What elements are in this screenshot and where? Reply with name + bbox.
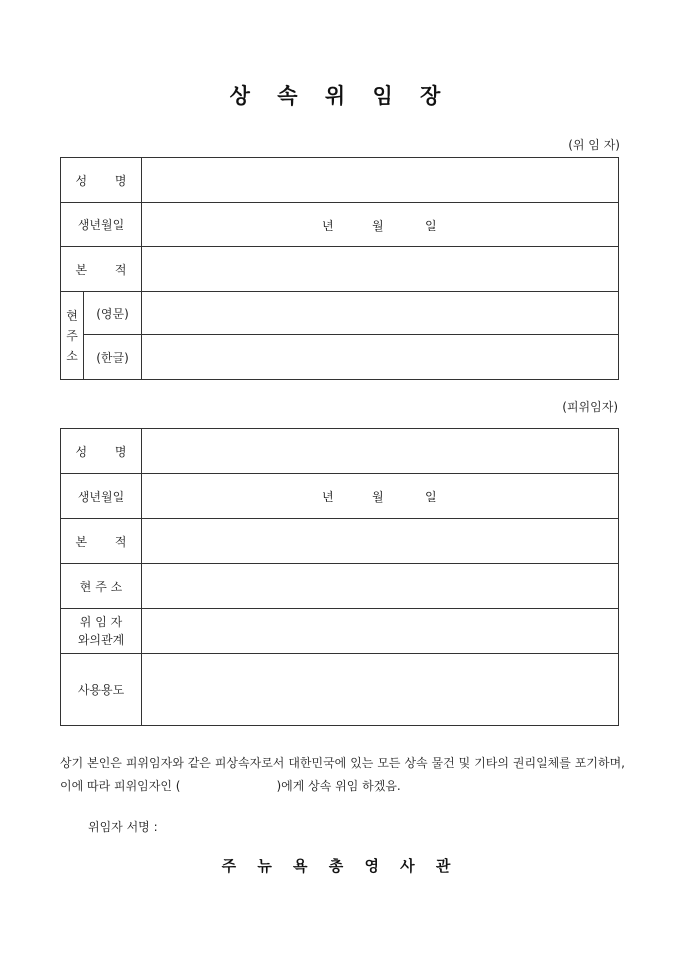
delegator-table xyxy=(60,157,619,380)
delegator-address-label: 현 주 소 xyxy=(61,292,84,380)
delegatee-purpose-field[interactable] xyxy=(142,654,619,726)
delegatee-domicile-label: 본 적 xyxy=(61,519,142,564)
delegatee-address-label: 현 주 소 xyxy=(61,564,142,609)
delegatee-name-label: 성 명 xyxy=(61,429,142,474)
delegator-name-row xyxy=(61,158,619,203)
delegator-address-en-field[interactable] xyxy=(142,292,619,335)
delegatee-relation-row xyxy=(61,609,619,654)
delegator-address-ko-field[interactable] xyxy=(142,335,619,380)
signature-line xyxy=(88,818,341,835)
delegator-birth-day: 일 xyxy=(425,219,437,233)
delegatee-relation-label: 위 임 자 와의관계 xyxy=(61,609,142,654)
delegator-name-field[interactable] xyxy=(142,158,619,203)
delegatee-domicile-field[interactable] xyxy=(142,519,619,564)
delegator-heading: (위 임 자) xyxy=(568,138,620,152)
delegatee-purpose-row xyxy=(61,654,619,726)
delegator-address-ko-label: (한글) xyxy=(84,335,142,380)
delegatee-birth-day: 일 xyxy=(425,490,437,504)
delegatee-birth-label: 생년월일 xyxy=(61,474,142,519)
statement-paragraph xyxy=(60,752,625,798)
delegator-name-label: 성 명 xyxy=(61,158,142,203)
delegator-domicile-field[interactable] xyxy=(142,247,619,292)
delegator-address-ko-row xyxy=(61,335,619,380)
delegatee-birth-year: 년 xyxy=(322,490,334,504)
delegatee-relation-field[interactable] xyxy=(142,609,619,654)
delegator-birth-field[interactable] xyxy=(142,203,619,247)
delegatee-birth-field[interactable] xyxy=(142,474,619,519)
delegator-birth-year: 년 xyxy=(322,219,334,233)
delegatee-name-row xyxy=(61,429,619,474)
statement-part2: )에게 상속 위임 하겠음. xyxy=(276,779,401,793)
delegatee-address-field[interactable] xyxy=(142,564,619,609)
delegator-birth-month: 월 xyxy=(372,219,384,233)
delegator-address-en-row xyxy=(61,292,619,335)
consulate-name: 주 뉴 욕 총 영 사 관 xyxy=(221,857,459,875)
signature-label: 위임자 서명 : xyxy=(88,820,158,834)
delegator-birth-label: 생년월일 xyxy=(61,203,142,247)
statement-part1: 상기 본인은 피위임자와 같은 피상속자로서 대한민국에 있는 모든 상속 물건 및 기타의 권리일체를 포기하며, 이에 따라 피위임자인 ( xyxy=(60,756,625,793)
delegator-birth-row xyxy=(61,203,619,247)
delegatee-purpose-label: 사용용도 xyxy=(61,654,142,726)
delegatee-birth-row xyxy=(61,474,619,519)
delegatee-heading: (피위임자) xyxy=(562,400,618,414)
delegator-domicile-row xyxy=(61,247,619,292)
delegatee-domicile-row xyxy=(61,519,619,564)
delegatee-table xyxy=(60,428,619,726)
delegator-address-en-label: (영문) xyxy=(84,292,142,335)
document-title: 상 속 위 임 장 xyxy=(229,83,451,108)
delegatee-birth-month: 월 xyxy=(372,490,384,504)
delegator-domicile-label: 본 적 xyxy=(61,247,142,292)
delegatee-name-field[interactable] xyxy=(142,429,619,474)
delegatee-address-row xyxy=(61,564,619,609)
